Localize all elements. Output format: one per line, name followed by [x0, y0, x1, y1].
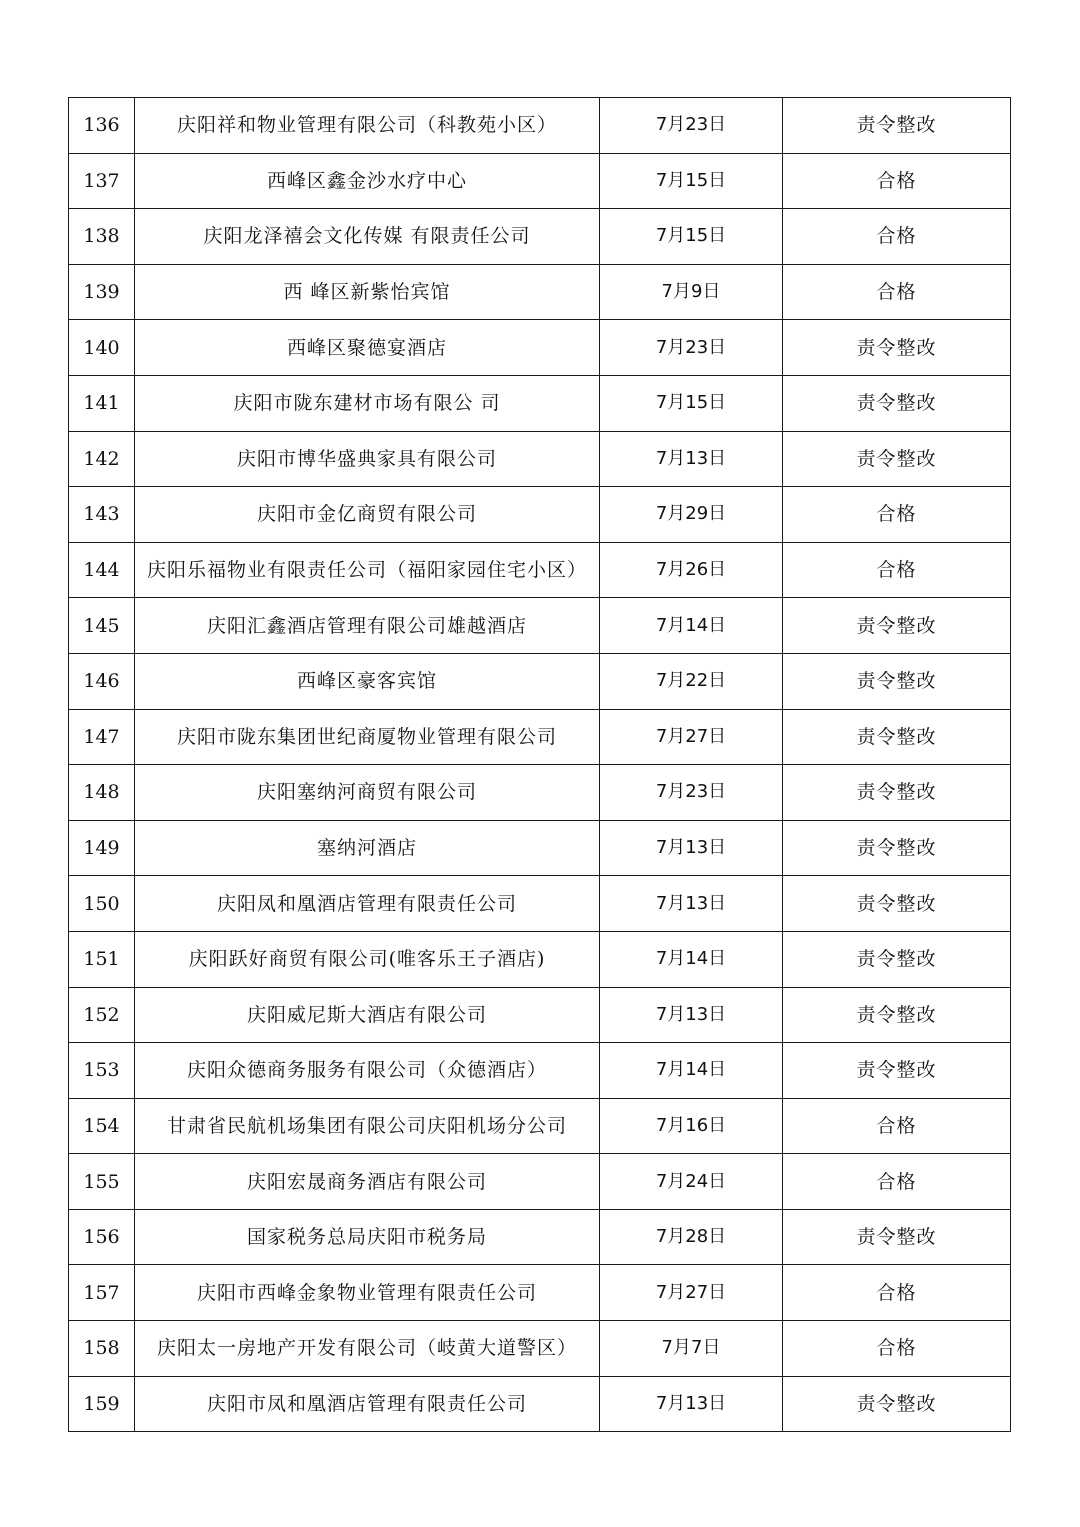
table-row	[69, 709, 1011, 765]
company-name: 甘肃省民航机场集团有限公司庆阳机场分公司	[135, 1098, 600, 1154]
company-name: 庆阳威尼斯大酒店有限公司	[135, 987, 600, 1043]
row-number: 138	[69, 209, 135, 265]
table-row	[69, 320, 1011, 376]
inspection-result: 责令整改	[783, 1376, 1011, 1432]
row-number: 152	[69, 987, 135, 1043]
company-name: 庆阳市陇东建材市场有限公 司	[135, 375, 600, 431]
inspection-result: 责令整改	[783, 931, 1011, 987]
company-name: 庆阳市博华盛典家具有限公司	[135, 431, 600, 487]
row-number: 144	[69, 542, 135, 598]
inspection-date: 7月27日	[600, 1265, 783, 1321]
inspection-date: 7月23日	[600, 765, 783, 821]
inspection-result: 合格	[783, 542, 1011, 598]
company-name: 塞纳河酒店	[135, 820, 600, 876]
inspection-result: 合格	[783, 209, 1011, 265]
company-name: 西 峰区新紫怡宾馆	[135, 264, 600, 320]
company-name: 庆阳太一房地产开发有限公司（岐黄大道警区）	[135, 1321, 600, 1377]
table-row	[69, 1098, 1011, 1154]
inspection-date: 7月24日	[600, 1154, 783, 1210]
inspection-date: 7月7日	[600, 1321, 783, 1377]
table-row	[69, 653, 1011, 709]
inspection-date: 7月13日	[600, 820, 783, 876]
company-name: 庆阳宏晟商务酒店有限公司	[135, 1154, 600, 1210]
inspection-result: 责令整改	[783, 820, 1011, 876]
row-number: 157	[69, 1265, 135, 1321]
inspection-date: 7月22日	[600, 653, 783, 709]
inspection-date: 7月14日	[600, 598, 783, 654]
inspection-date: 7月14日	[600, 1043, 783, 1099]
company-name: 西峰区豪客宾馆	[135, 653, 600, 709]
row-number: 140	[69, 320, 135, 376]
row-number: 158	[69, 1321, 135, 1377]
inspection-result: 合格	[783, 264, 1011, 320]
inspection-result: 责令整改	[783, 1209, 1011, 1265]
table-row	[69, 598, 1011, 654]
company-name: 庆阳凤和凰酒店管理有限责任公司	[135, 876, 600, 932]
inspection-result: 责令整改	[783, 709, 1011, 765]
table-row	[69, 820, 1011, 876]
row-number: 137	[69, 153, 135, 209]
table-row	[69, 209, 1011, 265]
inspection-date: 7月13日	[600, 431, 783, 487]
table-row	[69, 1154, 1011, 1210]
inspection-date: 7月15日	[600, 209, 783, 265]
inspection-result: 责令整改	[783, 876, 1011, 932]
inspection-date: 7月13日	[600, 876, 783, 932]
company-name: 西峰区聚德宴酒店	[135, 320, 600, 376]
inspection-date: 7月29日	[600, 487, 783, 543]
row-number: 150	[69, 876, 135, 932]
company-name: 庆阳跃好商贸有限公司(唯客乐王子酒店)	[135, 931, 600, 987]
row-number: 155	[69, 1154, 135, 1210]
inspection-result: 责令整改	[783, 431, 1011, 487]
row-number: 146	[69, 653, 135, 709]
company-name: 庆阳龙泽禧会文化传媒 有限责任公司	[135, 209, 600, 265]
inspection-date: 7月14日	[600, 931, 783, 987]
row-number: 145	[69, 598, 135, 654]
inspection-result: 合格	[783, 1098, 1011, 1154]
inspection-result: 责令整改	[783, 98, 1011, 154]
table-row	[69, 98, 1011, 154]
table-row	[69, 1265, 1011, 1321]
table-row	[69, 765, 1011, 821]
row-number: 151	[69, 931, 135, 987]
company-name: 庆阳汇鑫酒店管理有限公司雄越酒店	[135, 598, 600, 654]
row-number: 136	[69, 98, 135, 154]
inspection-date: 7月9日	[600, 264, 783, 320]
table-row	[69, 1209, 1011, 1265]
table-row	[69, 876, 1011, 932]
inspection-result: 合格	[783, 1154, 1011, 1210]
company-name: 庆阳祥和物业管理有限公司（科教苑小区）	[135, 98, 600, 154]
inspection-date: 7月28日	[600, 1209, 783, 1265]
row-number: 141	[69, 375, 135, 431]
row-number: 149	[69, 820, 135, 876]
company-name: 国家税务总局庆阳市税务局	[135, 1209, 600, 1265]
row-number: 139	[69, 264, 135, 320]
row-number: 154	[69, 1098, 135, 1154]
inspection-date: 7月13日	[600, 1376, 783, 1432]
inspection-result: 合格	[783, 1265, 1011, 1321]
table-row	[69, 431, 1011, 487]
row-number: 142	[69, 431, 135, 487]
inspection-result: 责令整改	[783, 653, 1011, 709]
company-name: 庆阳乐福物业有限责任公司（福阳家园住宅小区）	[135, 542, 600, 598]
inspection-date: 7月16日	[600, 1098, 783, 1154]
table-row	[69, 1321, 1011, 1377]
table-row	[69, 487, 1011, 543]
company-name: 庆阳塞纳河商贸有限公司	[135, 765, 600, 821]
row-number: 156	[69, 1209, 135, 1265]
inspection-date: 7月23日	[600, 320, 783, 376]
table-row	[69, 375, 1011, 431]
inspection-result: 合格	[783, 1321, 1011, 1377]
company-name: 庆阳市凤和凰酒店管理有限责任公司	[135, 1376, 600, 1432]
table-row	[69, 153, 1011, 209]
table-body	[69, 98, 1011, 1432]
row-number: 147	[69, 709, 135, 765]
table-row	[69, 931, 1011, 987]
inspection-date: 7月15日	[600, 153, 783, 209]
row-number: 153	[69, 1043, 135, 1099]
company-name: 庆阳市西峰金象物业管理有限责任公司	[135, 1265, 600, 1321]
inspection-date: 7月26日	[600, 542, 783, 598]
row-number: 143	[69, 487, 135, 543]
inspection-result: 责令整改	[783, 1043, 1011, 1099]
inspection-result: 合格	[783, 153, 1011, 209]
table-row	[69, 1376, 1011, 1432]
inspection-table	[68, 97, 1011, 1432]
row-number: 148	[69, 765, 135, 821]
inspection-result: 责令整改	[783, 375, 1011, 431]
inspection-result: 合格	[783, 487, 1011, 543]
company-name: 庆阳市陇东集团世纪商厦物业管理有限公司	[135, 709, 600, 765]
inspection-result: 责令整改	[783, 987, 1011, 1043]
inspection-result: 责令整改	[783, 598, 1011, 654]
table-row	[69, 987, 1011, 1043]
company-name: 西峰区鑫金沙水疗中心	[135, 153, 600, 209]
inspection-date: 7月23日	[600, 98, 783, 154]
inspection-date: 7月15日	[600, 375, 783, 431]
table-row	[69, 1043, 1011, 1099]
inspection-result: 责令整改	[783, 765, 1011, 821]
company-name: 庆阳众德商务服务有限公司（众德酒店）	[135, 1043, 600, 1099]
inspection-result: 责令整改	[783, 320, 1011, 376]
inspection-date: 7月13日	[600, 987, 783, 1043]
table-row	[69, 542, 1011, 598]
row-number: 159	[69, 1376, 135, 1432]
inspection-date: 7月27日	[600, 709, 783, 765]
company-name: 庆阳市金亿商贸有限公司	[135, 487, 600, 543]
table-row	[69, 264, 1011, 320]
